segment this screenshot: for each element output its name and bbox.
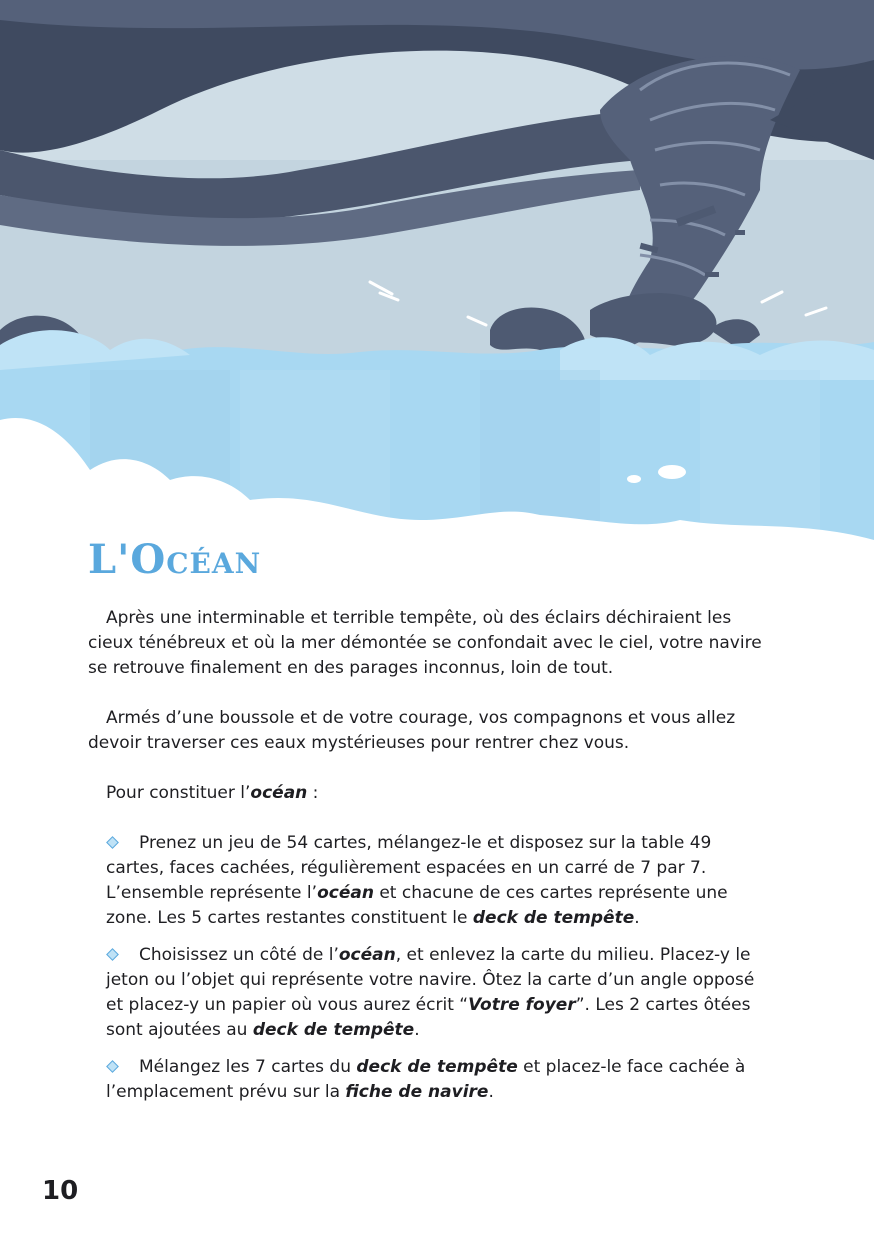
page-title: L'Océan: [88, 536, 262, 583]
page-number: 10: [42, 1176, 79, 1206]
list-item: Mélangez les 7 cartes du deck de tempête et placez-le face cachée à l’emplacement prévu sur la fiche de navire.: [106, 1057, 746, 1102]
storm-illustration: [0, 0, 874, 600]
content-body: [88, 606, 768, 1117]
list-item: Prenez un jeu de 54 cartes, mélangez-le et disposez sur la table 49 cartes, faces cachées, régulièrement espacées en un carré de 7 par 7. L’ensemble représente l’océan et chacune de ces cartes représente une zone. Les 5 cartes restantes constituent le deck de tempête.: [106, 833, 728, 928]
intro-paragraph: Armés d’une boussole et de votre courage, vos compagnons et vous allez devoir traverser ces eaux mystérieuses pour rentrer chez vous.: [88, 708, 736, 753]
setup-lead: Pour constituer l’océan :: [106, 783, 319, 803]
diamond-bullet-icon: [106, 948, 119, 961]
intro-paragraph: Après une interminable et terrible tempête, où des éclairs déchiraient les cieux ténébreux et où la mer démontée se confondait avec le ciel, votre navire se retrouve finalement en des parages inconnus, loin de tout.: [88, 608, 762, 678]
list-item: Choisissez un côté de l’océan, et enlevez la carte du milieu. Placez-y le jeton ou l’objet qui représente votre navire. Ôtez la carte d’un angle opposé et placez-y un papier où vous aurez écrit “Votre foyer”. Les 2 cartes ôtées sont ajoutées au deck de tempête.: [106, 945, 755, 1040]
diamond-bullet-icon: [106, 836, 119, 849]
diamond-bullet-icon: [106, 1060, 119, 1073]
